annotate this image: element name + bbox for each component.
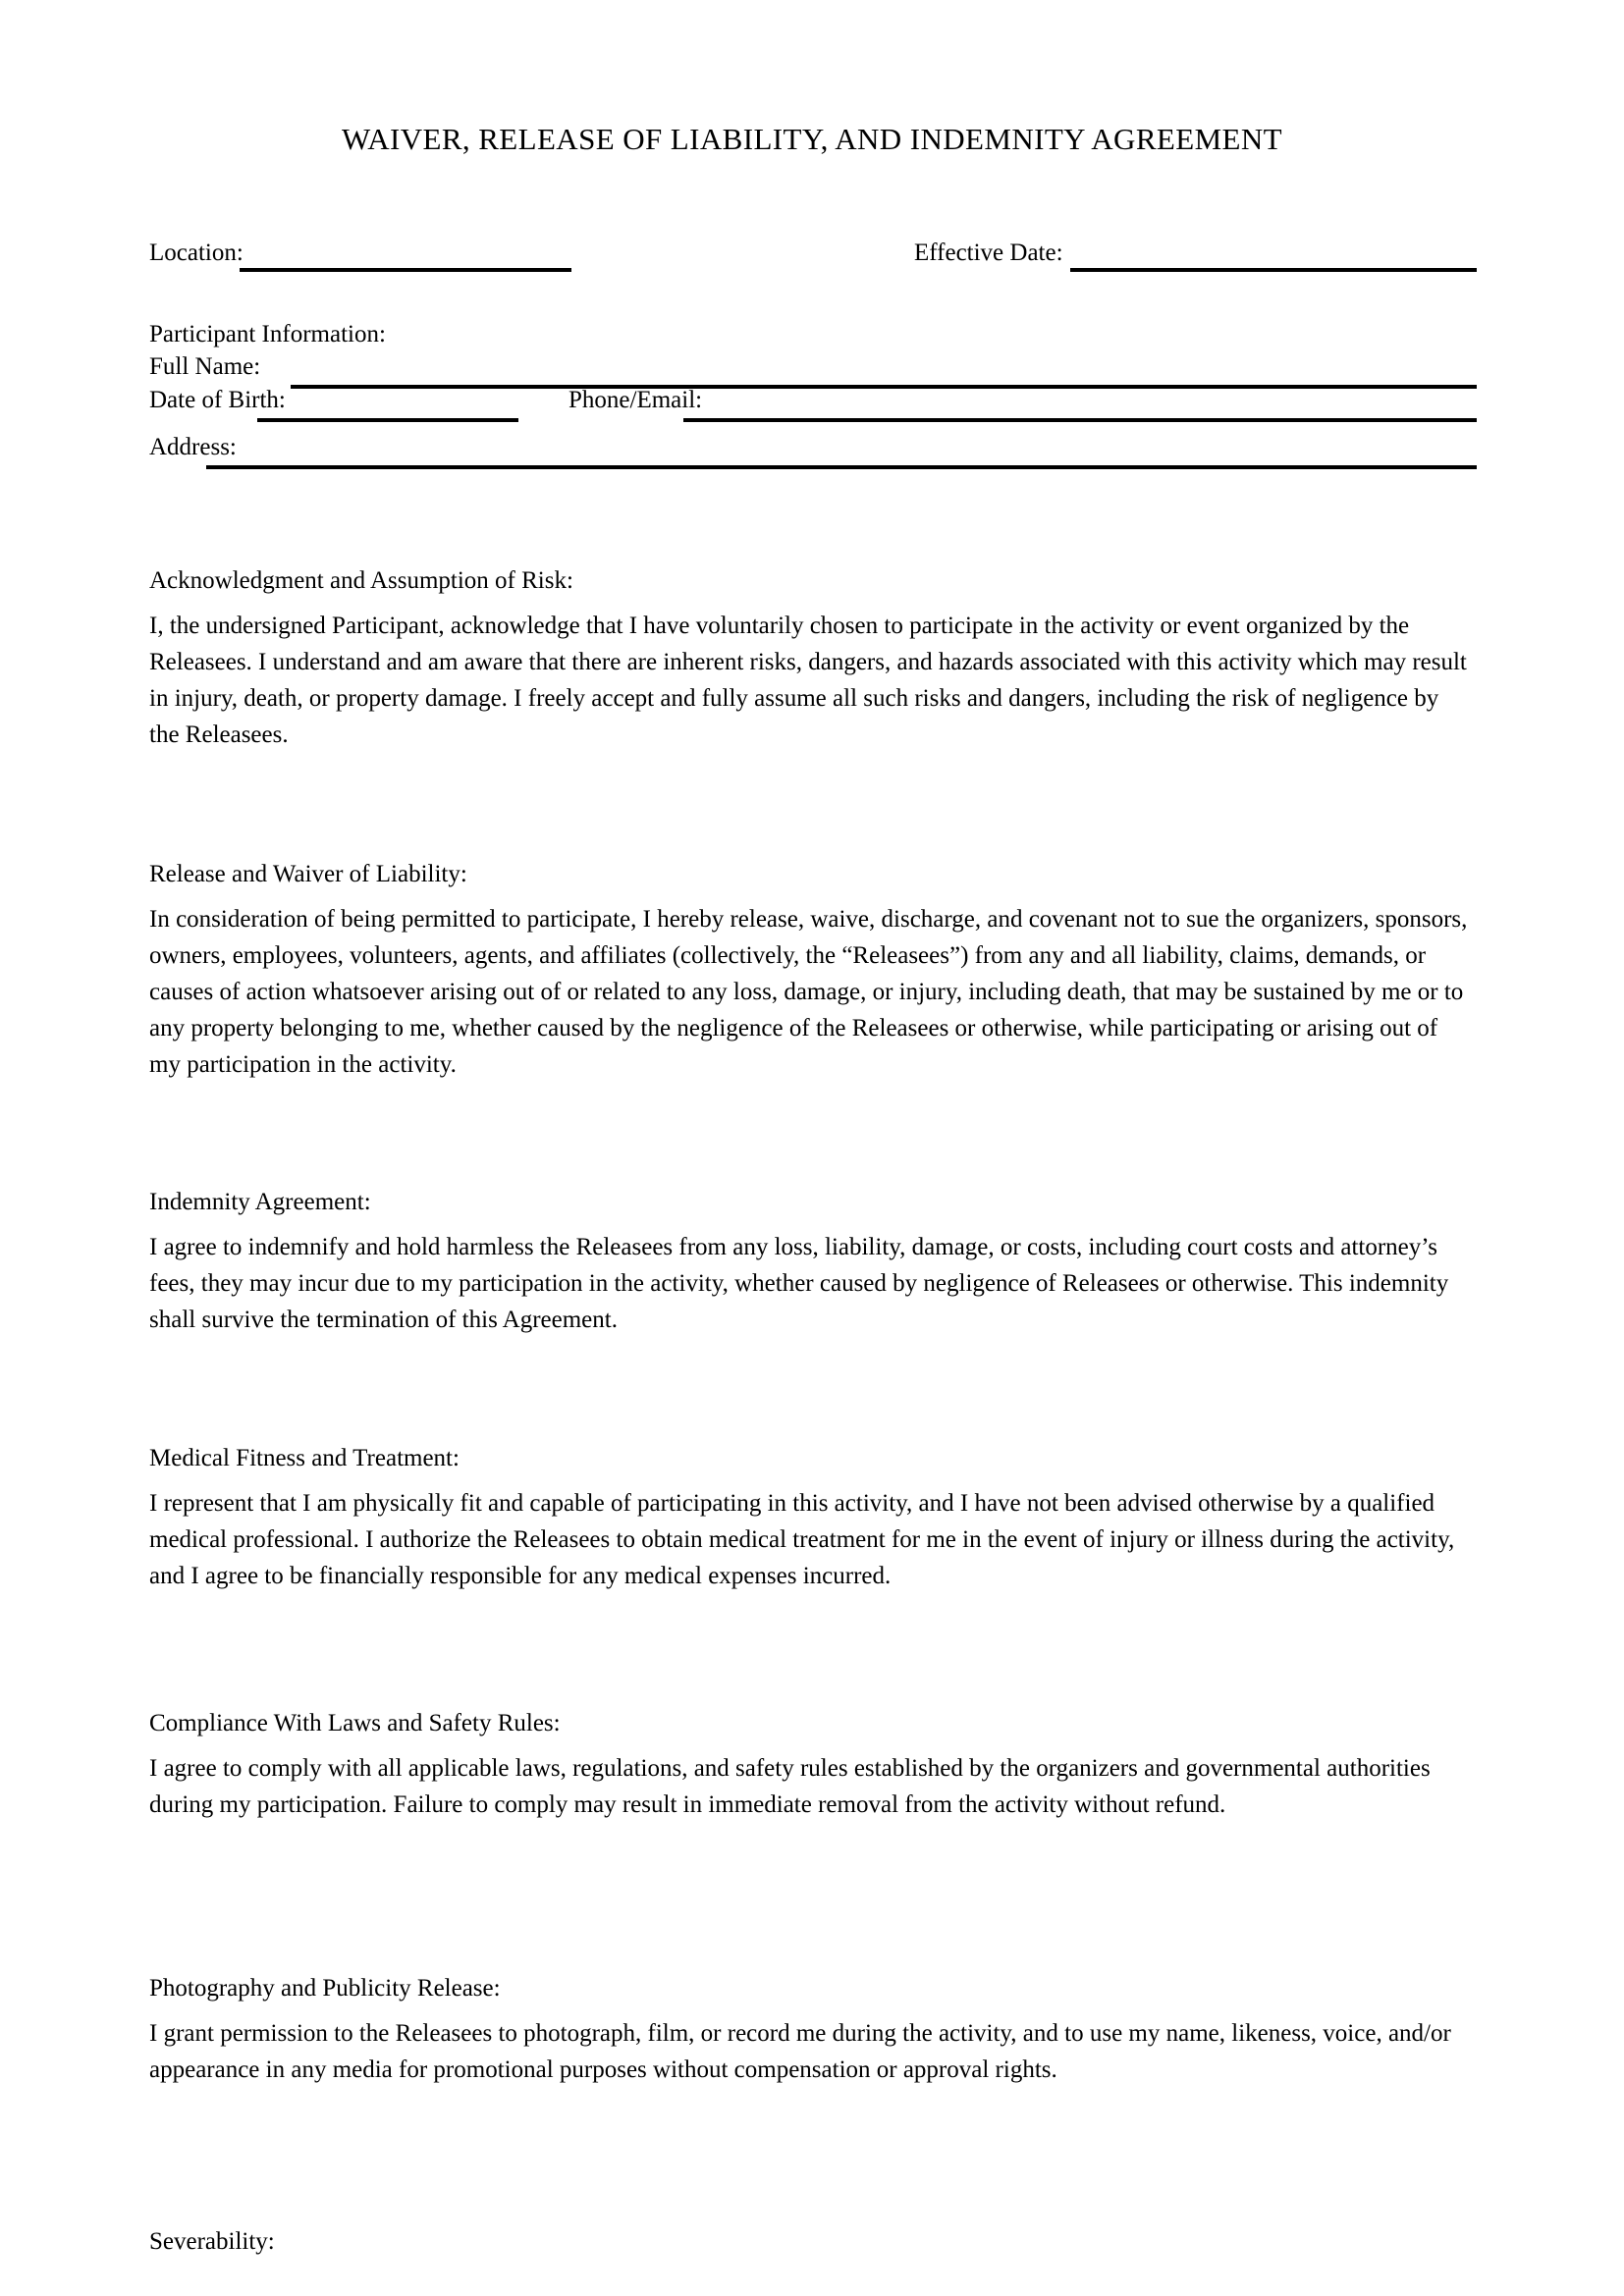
date-of-birth-input-line[interactable]	[257, 418, 518, 422]
section-photography	[149, 1973, 1475, 2088]
section-body: In consideration of being permitted to participate, I hereby release, waive, discharge, and covenant not to sue the organizers, sponsors, owners, employees, volunteers, agents, and affiliates (collectively, the “Releasees”) from any and all liability, claims, demands, or causes of action whatsoever arising out of or related to any loss, damage, or injury, including death, that may be sustained by me or to any property belonging to me, whether caused by the negligence of the Releasees or otherwise, while participating or arising out of my participation in the activity.	[149, 906, 1468, 1078]
participant-information-heading: Participant Information:	[149, 321, 386, 347]
section-severability	[149, 2226, 1475, 2269]
phone-email-input-line[interactable]	[683, 418, 1477, 422]
section-heading: Release and Waiver of Liability:	[149, 861, 467, 887]
section-heading: Medical Fitness and Treatment:	[149, 1445, 460, 1471]
section-medical-fitness	[149, 1443, 1475, 1594]
full-name-label: Full Name:	[149, 353, 261, 380]
section-acknowledgment	[149, 565, 1475, 753]
section-indemnity	[149, 1187, 1475, 1338]
section-release-waiver	[149, 859, 1475, 1083]
section-heading: Severability:	[149, 2228, 275, 2255]
phone-email-label: Phone/Email:	[568, 387, 703, 413]
section-heading: Photography and Publicity Release:	[149, 1975, 501, 2002]
effective-date-input-line[interactable]	[1070, 268, 1477, 272]
section-compliance	[149, 1708, 1475, 1823]
effective-date-label: Effective Date:	[914, 240, 1063, 266]
location-input-line[interactable]	[240, 268, 571, 272]
section-body: I grant permission to the Releasees to photograph, film, or record me during the activity, and to use my name, likeness, voice, and/or appearance in any media for promotional purposes without compensation or approval rights.	[149, 2020, 1451, 2083]
address-input-line[interactable]	[206, 465, 1477, 469]
section-body: I agree to indemnify and hold harmless the Releasees from any loss, liability, damage, or costs, including court costs and attorney’s fees, they may incur due to my participation in the activity, whether caused by negligence of Releasees or otherwise. This indemnity shall survive the termination of this Agreement.	[149, 1234, 1449, 1333]
section-body: I agree to comply with all applicable laws, regulations, and safety rules established by the organizers and governmental authorities during my participation. Failure to comply may result in immediate removal from the activity without refund.	[149, 1755, 1431, 1818]
section-heading: Compliance With Laws and Safety Rules:	[149, 1710, 561, 1736]
full-name-input-line[interactable]	[291, 385, 1477, 389]
section-heading: Indemnity Agreement:	[149, 1189, 371, 1215]
section-body: I represent that I am physically fit and capable of participating in this activity, and I have not been advised otherwise by a qualified medical professional. I authorize the Releasees to obtain medical treatment for me in the event of injury or illness during the activity, and I agree to be financially responsible for any medical expenses incurred.	[149, 1490, 1455, 1589]
section-heading: Acknowledgment and Assumption of Risk:	[149, 567, 573, 594]
page-title: WAIVER, RELEASE OF LIABILITY, AND INDEMNITY AGREEMENT	[341, 122, 1282, 156]
address-label: Address:	[149, 434, 237, 460]
section-body: I, the undersigned Participant, acknowledge that I have voluntarily chosen to participate in the activity or event organized by the Releasees. I understand and am aware that there are inherent risks, dangers, and hazards associated with this activity which may result in injury, death, or property damage. I freely accept and fully assume all such risks and dangers, including the risk of negligence by the Releasees.	[149, 613, 1467, 748]
date-of-birth-label: Date of Birth:	[149, 387, 286, 413]
location-label: Location:	[149, 240, 244, 266]
